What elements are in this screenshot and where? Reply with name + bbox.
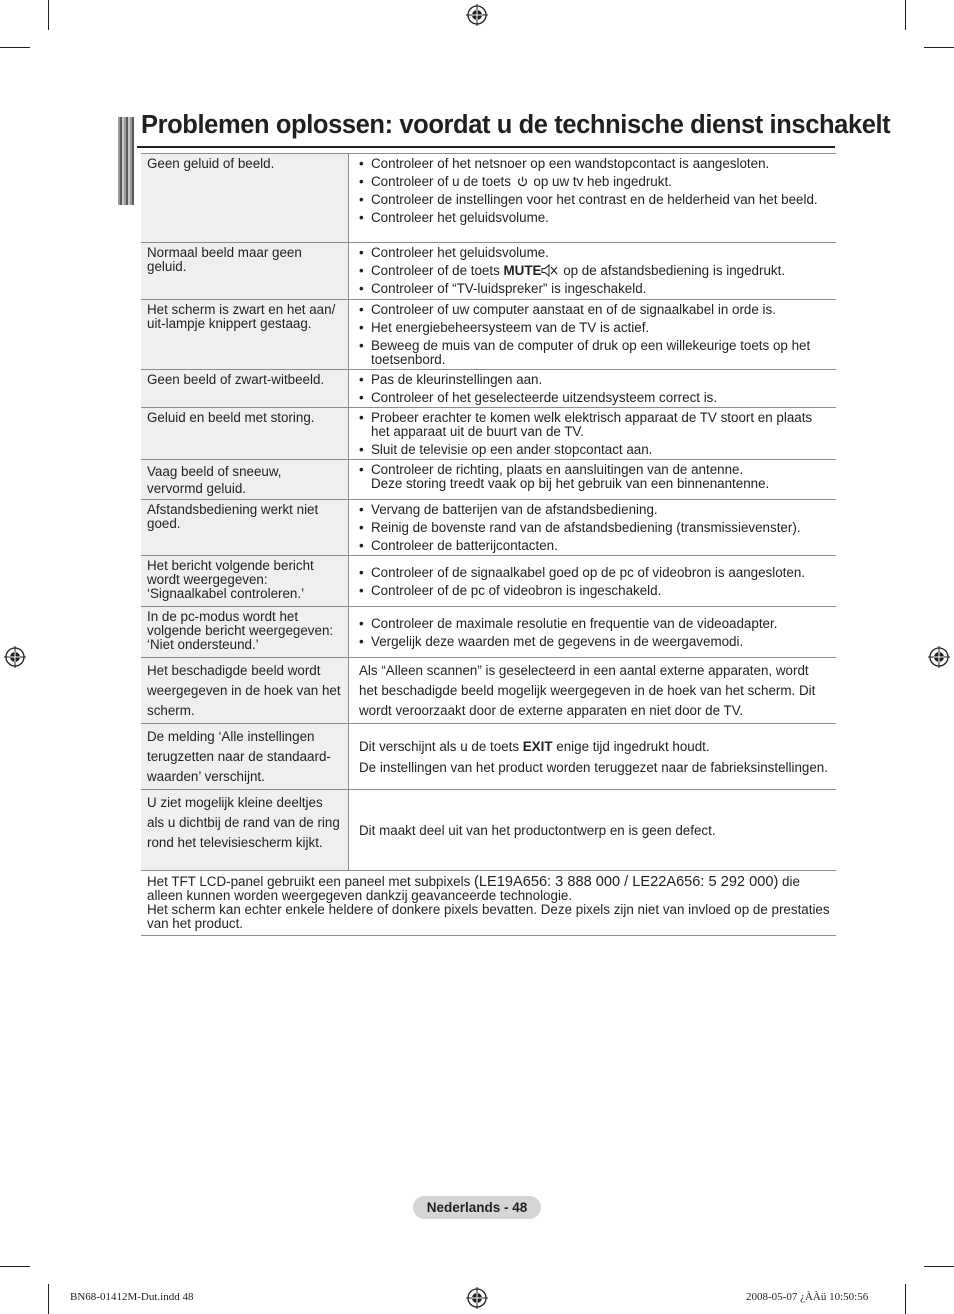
note-text: Het scherm kan echter enkele heldere of donkere pixels bevatten. Deze pixels zijn niet van invloed op de prestaties van het product. bbox=[147, 902, 830, 931]
table-row bbox=[141, 408, 836, 460]
list-item: • Controleer of de pc of videobron is ingeschakeld. bbox=[359, 584, 830, 598]
crop-mark bbox=[905, 1284, 906, 1314]
item-text: Controleer of de toets bbox=[371, 263, 500, 278]
note-models: (LE19A656: 3 888 000 / LE22A656: 5 292 000) bbox=[474, 874, 779, 890]
key-name: MUTE bbox=[503, 263, 542, 278]
solution-text: enige tijd ingedrukt houdt. bbox=[556, 739, 710, 754]
list-item: • Controleer de batterijcontacten. bbox=[359, 539, 830, 553]
solution-text: De instellingen van het product worden teruggezet naar de fabrieksinstellingen. bbox=[359, 760, 828, 775]
list-item: • Pas de kleurinstellingen aan. bbox=[359, 373, 830, 387]
table-row bbox=[141, 724, 836, 790]
list-item: • Controleer of uw computer aanstaat en of de signaalkabel in orde is. bbox=[359, 303, 830, 317]
solution-cell bbox=[349, 500, 837, 556]
symptom-cell: Geen beeld of zwart-witbeeld. bbox=[141, 370, 349, 408]
solution-cell: Als “Alleen scannen” is geselecteerd in een aantal externe apparaten, wordt het beschadigde beeld mogelijk weergegeven in de hoek van het scherm. Dit wordt veroorzaakt door de externe apparaten en niet door de TV. bbox=[349, 658, 837, 724]
symptom-cell bbox=[141, 460, 349, 500]
symptom-cell: Geluid en beeld met storing. bbox=[141, 408, 349, 460]
item-text: op uw tv heb ingedrukt. bbox=[533, 174, 672, 189]
solution-cell: Dit maakt deel uit van het productontwerp en is geen defect. bbox=[349, 790, 837, 871]
symptom-cell: Normaal beeld maar geen geluid. bbox=[141, 243, 349, 300]
list-item: • Controleer het geluidsvolume. bbox=[359, 246, 830, 260]
registration-mark-icon bbox=[4, 646, 26, 668]
symptom-cell: Het beschadigde beeld wordt weergegeven in de hoek van het scherm. bbox=[141, 658, 349, 724]
title-underline bbox=[137, 146, 835, 148]
item-text: Controleer de richting, plaats en aansluitingen van de antenne. bbox=[371, 462, 744, 477]
table-row bbox=[141, 300, 836, 370]
table-row bbox=[141, 154, 836, 243]
title-accent-bar bbox=[118, 117, 134, 205]
crop-mark bbox=[48, 1284, 49, 1314]
solution-cell bbox=[349, 607, 837, 658]
crop-mark bbox=[0, 47, 30, 48]
symptom-cell: Het bericht volgende bericht wordt weergegeven: ‘Signaalkabel controleren.’ bbox=[141, 556, 349, 607]
symptom-line: vervormd geluid. bbox=[147, 481, 246, 496]
solution-cell bbox=[349, 370, 837, 408]
list-item: • Controleer of het geselecteerde uitzendsysteem correct is. bbox=[359, 391, 830, 405]
solution-cell bbox=[349, 460, 837, 500]
solution-cell bbox=[349, 556, 837, 607]
power-icon bbox=[517, 176, 528, 187]
list-item bbox=[359, 463, 830, 491]
list-item: • Sluit de televisie op een ander stopcontact aan. bbox=[359, 443, 830, 457]
print-info-right: 2008-05-07 ¿ÀÀü 10:50:56 bbox=[746, 1291, 869, 1303]
solution-cell bbox=[349, 243, 837, 300]
note-cell bbox=[141, 871, 836, 936]
symptom-cell: Afstandsbediening werkt niet goed. bbox=[141, 500, 349, 556]
symptom-cell: Het scherm is zwart en het aan/ uit-lampje knippert gestaag. bbox=[141, 300, 349, 370]
table-row bbox=[141, 871, 836, 936]
solution-cell bbox=[349, 300, 837, 370]
list-item bbox=[359, 175, 830, 189]
table-row bbox=[141, 790, 836, 871]
table-row bbox=[141, 658, 836, 724]
item-text: op de afstandsbediening is ingedrukt. bbox=[563, 263, 786, 278]
list-item: • Controleer het geluidsvolume. bbox=[359, 211, 830, 225]
list-item: • Vergelijk deze waarden met de gegevens in de weergavemodi. bbox=[359, 635, 830, 649]
symptom-cell: In de pc-modus wordt het volgende bericht weergegeven: ‘Niet ondersteund.’ bbox=[141, 607, 349, 658]
crop-mark bbox=[48, 0, 49, 30]
list-item: • Het energiebeheersysteem van de TV is actief. bbox=[359, 321, 830, 335]
key-name: EXIT bbox=[522, 739, 553, 754]
list-item: • Controleer of “TV-luidspreker” is ingeschakeld. bbox=[359, 282, 830, 296]
note-text: Het TFT LCD-panel gebruikt een paneel met subpixels bbox=[147, 874, 471, 889]
crop-mark bbox=[905, 0, 906, 30]
symptom-line: Vaag beeld of sneeuw, bbox=[147, 464, 282, 479]
table-row bbox=[141, 556, 836, 607]
solution-text: Dit verschijnt als u de toets bbox=[359, 739, 520, 754]
troubleshooting-table bbox=[141, 153, 836, 936]
mute-icon bbox=[541, 264, 559, 277]
symptom-cell: Geen geluid of beeld. bbox=[141, 154, 349, 243]
list-item: • Beweeg de muis van de computer of druk op een willekeurige toets op het toetsenbord. bbox=[359, 339, 830, 367]
list-item: • Controleer de maximale resolutie en frequentie van de videoadapter. bbox=[359, 617, 830, 631]
list-item: • Controleer of de signaalkabel goed op de pc of videobron is aangesloten. bbox=[359, 566, 830, 580]
symptom-cell: U ziet mogelijk kleine deeltjes als u dichtbij de rand van de ring rond het televisiescherm kijkt. bbox=[141, 790, 349, 871]
list-item: • Reinig de bovenste rand van de afstandsbediening (transmissievenster). bbox=[359, 521, 830, 535]
solution-cell bbox=[349, 154, 837, 243]
list-item: • Controleer of het netsnoer op een wandstopcontact is aangesloten. bbox=[359, 157, 830, 171]
crop-mark bbox=[924, 47, 954, 48]
page-number-label: Nederlands - 48 bbox=[413, 1196, 541, 1219]
list-item: • Probeer erachter te komen welk elektrisch apparaat de TV stoort en plaats het apparaat uit de buurt van de TV. bbox=[359, 411, 830, 439]
table-row bbox=[141, 607, 836, 658]
table-row bbox=[141, 460, 836, 500]
solution-cell bbox=[349, 724, 837, 790]
registration-mark-icon bbox=[466, 1287, 488, 1309]
print-info-left: BN68-01412M-Dut.indd 48 bbox=[70, 1291, 194, 1303]
registration-mark-icon bbox=[928, 646, 950, 668]
list-item: • Controleer de instellingen voor het contrast en de helderheid van het beeld. bbox=[359, 193, 830, 207]
item-continuation: Deze storing treedt vaak op bij het gebruik van een binnenantenne. bbox=[371, 476, 770, 491]
crop-mark bbox=[0, 1266, 30, 1267]
solution-cell bbox=[349, 408, 837, 460]
note-text: die alleen kunnen worden weergegeven dankzij geavanceerde technologie. bbox=[147, 874, 800, 903]
registration-mark-icon bbox=[466, 4, 488, 26]
table-row bbox=[141, 500, 836, 556]
symptom-cell: De melding ‘Alle instellingen terugzetten naar de standaard-waarden’ verschijnt. bbox=[141, 724, 349, 790]
item-text: Controleer of u de toets bbox=[371, 174, 511, 189]
crop-mark bbox=[924, 1266, 954, 1267]
table-row bbox=[141, 243, 836, 300]
table-row bbox=[141, 370, 836, 408]
list-item: • Vervang de batterijen van de afstandsbediening. bbox=[359, 503, 830, 517]
page-title: Problemen oplossen: voordat u de technische dienst inschakelt bbox=[141, 111, 891, 139]
list-item bbox=[359, 264, 830, 278]
